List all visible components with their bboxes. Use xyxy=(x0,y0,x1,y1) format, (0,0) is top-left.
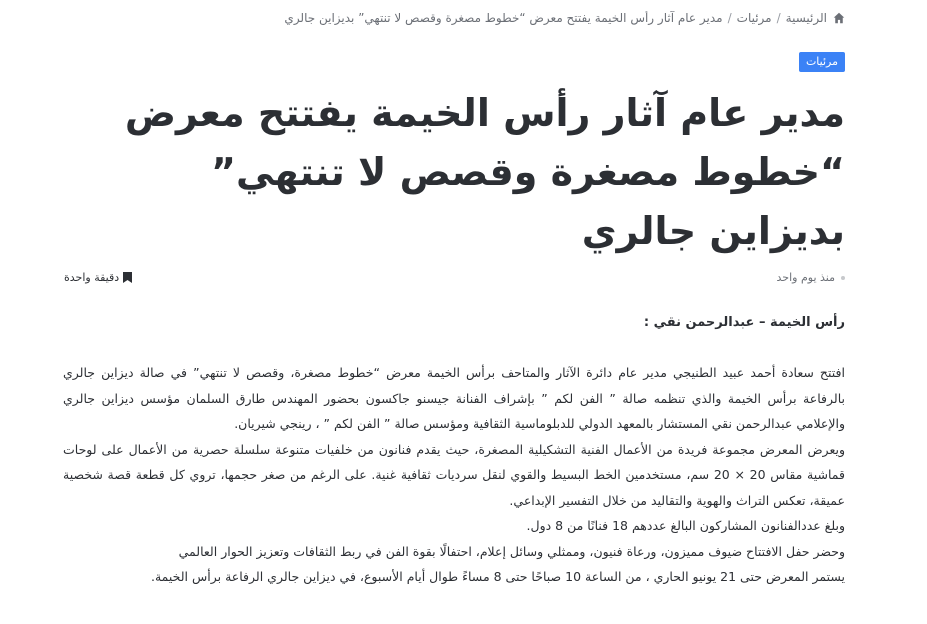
article-paragraph: ويعرض المعرض مجموعة فريدة من الأعمال الفنية التشكيلية المصغرة، حيث يقدم فنانون من خلفيات متنوعة سلسلة حصرية من الأعمال على لوحات قماشية مقاس 20 × 20 سم، مستخدمين الخط البسيط والقوي لنقل سرديات ثقافية غنية. على الرغم من صغر حجمها، تروي كل قطعة قصة شخصية عميقة، تعكس التراث والهوية والتقاليد من خلال التفسير الإبداعي. xyxy=(63,441,845,508)
post-date xyxy=(777,271,845,284)
article-paragraph: يستمر المعرض حتى 21 يونيو الحاري ، من الساعة 10 صباحًا حتى 8 مساءً طوال أيام الأسبوع، في ديزاين جالري الرفاعة برأس الخيمة. xyxy=(151,569,845,584)
category-badge[interactable]: مرئيات xyxy=(799,52,845,72)
article-paragraph: افتتح سعادة أحمد عبيد الطنيجي مدير عام دائرة الآثار والمتاحف برأس الخيمة معرض “خطوط مصغرة، وقصص لا تنتهي” في صالة ديزاين جالري بالرفاعة برأس الخيمة والذي تنظمه صالة ” الفن لكم ” بإشراف الفنانة جيسنو جاكسون بحضور المهندس طارق السلمان مؤسس ديزاين جالري والإعلامي عبدالرحمن نقي المستشار بالمعهد الدولي للدبلوماسية الثقافية ومؤسس صالة ” الفن لكم ” ، رينجي شيريان. xyxy=(63,365,845,431)
article-paragraph: وحضر حفل الافتتاح ضيوف مميزون، ورعاة فنيون، وممثلي وسائل إعلام، احتفالًا بقوة الفن في ربط الثقافات وتعزيز الحوار العالمي xyxy=(178,543,845,559)
breadcrumb-section-link[interactable]: مرئيات xyxy=(736,11,772,25)
breadcrumb-separator: / xyxy=(776,11,781,25)
article-paragraph: وبلغ عددالفنانون المشاركون البالغ عددهم 18 فنانًا من 8 دول. xyxy=(526,518,845,533)
breadcrumb-home-link[interactable]: الرئيسية xyxy=(785,11,827,25)
post-date-text: منذ يوم واحد xyxy=(776,271,835,284)
page-title: مدير عام آثار رأس الخيمة يفتتح معرض “خطوط مصغرة وقصص لا تنتهي” بديزاين جالري xyxy=(124,91,845,253)
breadcrumb xyxy=(40,11,845,25)
bookmark-icon xyxy=(123,272,132,283)
breadcrumb-separator: / xyxy=(727,11,732,25)
article-body xyxy=(63,360,845,590)
breadcrumb-current: مدير عام آثار رأس الخيمة يفتتح معرض “خطوط مصغرة وقصص لا تنتهي” بديزاين جالري xyxy=(284,11,723,25)
reading-time-text: دقيقة واحدة xyxy=(64,271,120,284)
article-byline: رأس الخيمة – عبدالرحمن نقي : xyxy=(643,315,845,330)
reading-time xyxy=(64,271,132,284)
date-dot-icon xyxy=(841,276,845,280)
home-icon xyxy=(833,12,845,24)
